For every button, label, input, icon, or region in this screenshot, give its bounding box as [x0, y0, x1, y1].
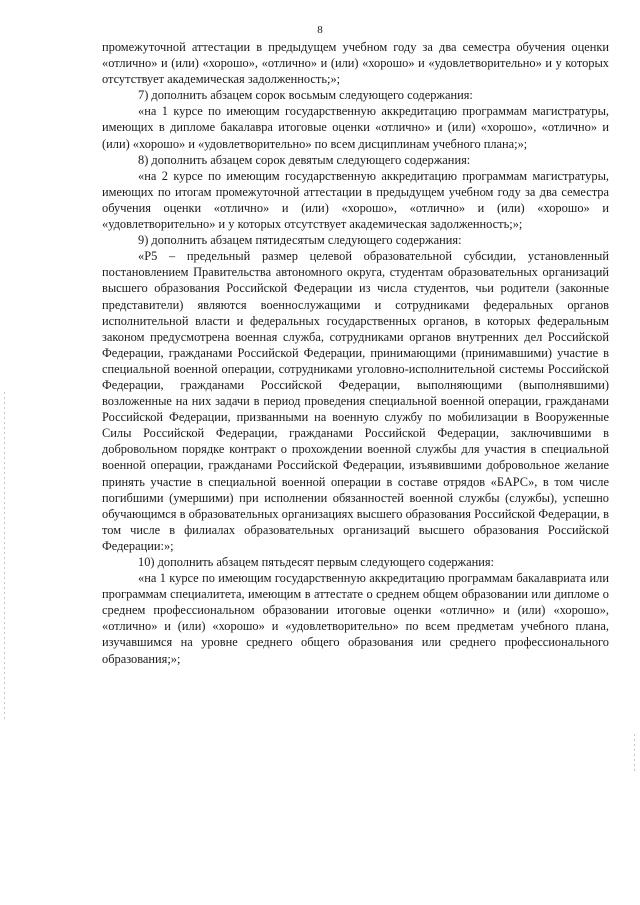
document-body: [102, 39, 609, 667]
paragraph-amendment-7-text: «на 1 курсе по имеющим государственную аккредитацию программам магистратуры, имеющих в дипломе бакалавра итоговые оценки «отлично» и (или) «хорошо», «отлично» и (или) «хорошо» и «удовлетворительно» по всем дисциплинам учебного плана;»;: [102, 104, 609, 151]
paragraph-amendment-9-text: «P5 – предельный размер целевой образовательной субсидии, установленный постановлением Правительства автономного округа, студентам образовательных организаций высшего образования Российской Федерации из числа студентов, чьи родители (законные представители) являются военнослужащими и сотрудниками федеральных органов исполнительной власти и федеральных государственных органов, в которых федеральным законом предусмотрена военная служба, сотрудниками органов внутренних дел Российской Федерации, гражданами Российской Федерации, принимающими (принимавшими) участие в специальной военной операции, сотрудниками уголовно-исполнительной системы Российской Федерации, гражданами Российской Федерации, выполняющими (выполнявшими) возложенные на них задачи в период проведения специальной военной операции, гражданами Российской Федерации, призванными на военную службу по мобилизации в Вооруженные Силы Российской Федерации, гражданами Российской Федерации, заключившими в добровольном порядке контракт о прохождении военной службы для участия в специальной военной операции, гражданами Российской Федерации, изъявившими добровольное желание принять участие в специальной военной операции в составе отрядов «БАРС», в том числе погибшими (умершими) при исполнении обязанностей военной службы (службы), успешно обучающимся в образовательных организациях высшего образования Российской Федерации, в том числе в филиалах образовательных организаций высшего образования Российской Федерации:»;: [102, 249, 609, 553]
page-number: 8: [317, 24, 323, 36]
scan-edge-mark-right: [634, 734, 635, 774]
paragraph-amendment-10: 10) дополнить абзацем пятьдесят первым следующего содержания:: [138, 555, 494, 569]
paragraph-amendment-9: 9) дополнить абзацем пятидесятым следующего содержания:: [138, 233, 462, 248]
paragraph-amendment-10-text: «на 1 курсе по имеющим государственную аккредитацию программам бакалавриата или программам специалитета, имеющим в аттестате о среднем общем образовании или дипломе о среднем профессиональном образовании итоговые оценки «отлично» и (или) «хорошо», «отлично» и (или) «хорошо» и «удовлетворительно» по всем предметам учебного плана, изучавшимся на уровне среднего общего образования или среднего профессионального образования;»;: [102, 571, 609, 666]
paragraph-amendment-8-text: «на 2 курсе по имеющим государственную аккредитацию программам магистратуры, имеющих по итогам промежуточной аттестации в предыдущем учебном году за два семестра обучения оценки «отлично» и (или) «хорошо», «отлично» и (или) «хорошо» и «удовлетворительно» и у которых отсутствует академическая задолженность;»;: [102, 168, 609, 232]
paragraph-continuation: промежуточной аттестации в предыдущем учебном году за два семестра обучения оценки «отлично» и (или) «хорошо», «отлично» и (или) «хорошо» и «удовлетворительно» и у которых отсутствует академическая задолженность;»;: [102, 40, 609, 87]
scan-edge-mark-left: [4, 392, 5, 722]
paragraph-amendment-7: 7) дополнить абзацем сорок восьмым следующего содержания:: [138, 88, 473, 103]
paragraph-amendment-8: 8) дополнить абзацем сорок девятым следующего содержания:: [138, 152, 471, 167]
